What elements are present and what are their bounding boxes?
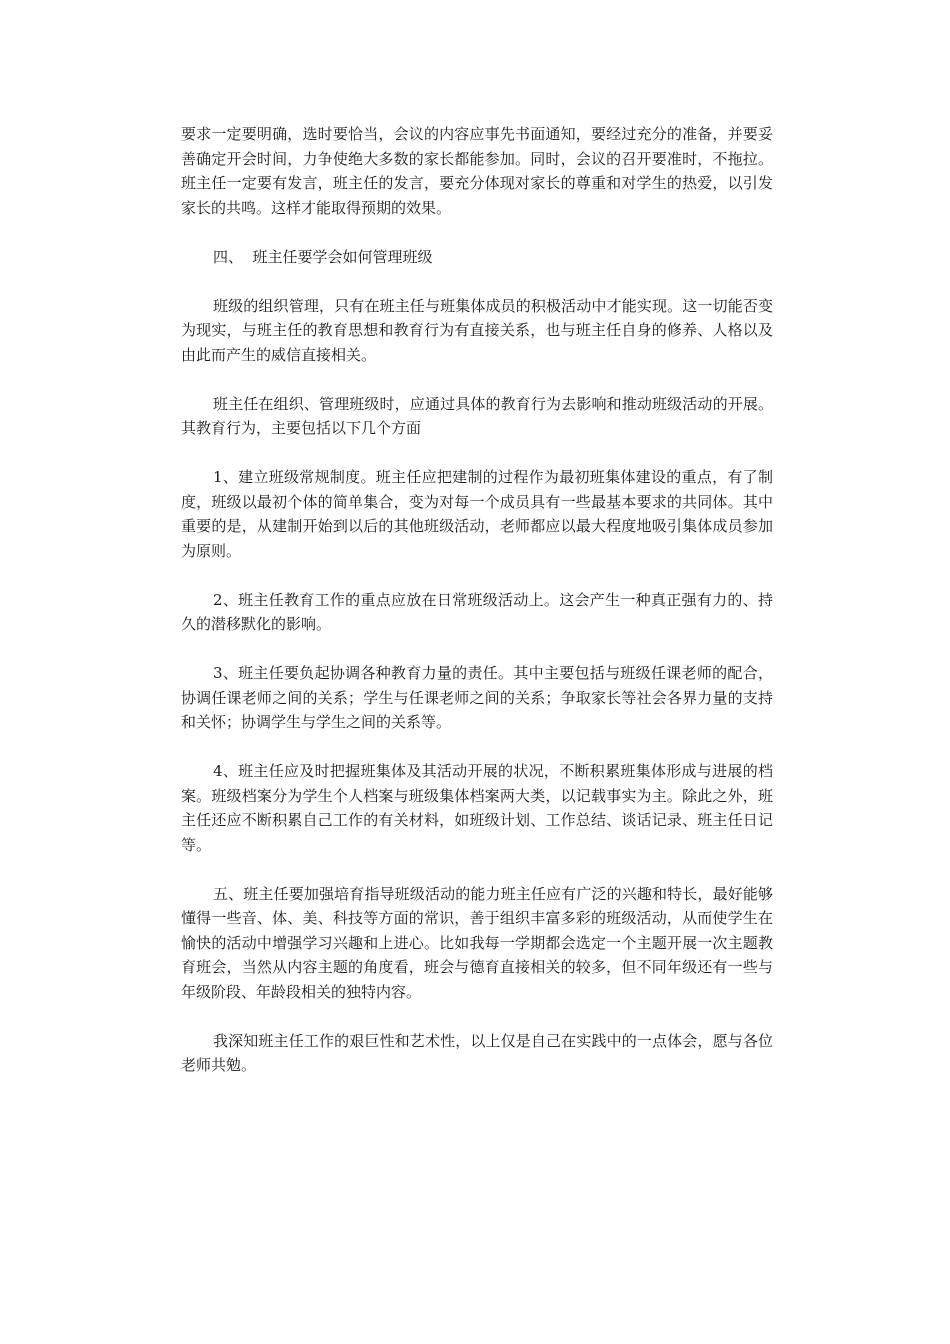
paragraph-educational-behavior: 班主任在组织、管理班级时，应通过具体的教育行为去影响和推动班级活动的开展。其教育行为，主要包括以下几个方面 bbox=[181, 394, 773, 437]
paragraph-point-1: 1、建立班级常规制度。班主任应把建制的过程作为最初班集体建设的重点，有了制度，班级以最初个体的简单集合，变为对每一个成员具有一些最基本要求的共同体。其中重要的是，从建制开始到以后的其他班级活动，老师都应以最大程度地吸引集体成员参加为原则。 bbox=[181, 468, 773, 560]
paragraph-point-4: 4、班主任应及时把握班集体及其活动开展的状况，不断积累班集体形成与进展的档案。班级档案分为学生个人档案与班级集体档案两大类，以记载事实为主。除此之外，班主任还应不断积累自己工作的有关材料，如班级计划、工作总结、谈话记录、班主任日记等。 bbox=[181, 762, 773, 854]
paragraph-section-5: 五、班主任要加强培育指导班级活动的能力班主任应有广泛的兴趣和特长，最好能够懂得一些音、体、美、科技等方面的常识，善于组织丰富多彩的班级活动，从而使学生在愉快的活动中增强学习兴趣和上进心。比如我每一学期都会选定一个主题开展一次主题教育班会，当然从内容主题的角度看，班会与德育直接相关的较多，但不同年级还有一些与年级阶段、年龄段相关的独特内容。 bbox=[181, 884, 773, 1001]
paragraph-meeting-requirements: 要求一定要明确，选时要恰当，会议的内容应事先书面通知，要经过充分的准备，并要妥善确定开会时间，力争使绝大多数的家长都能参加。同时，会议的召开要准时，不拖拉。班主任一定要有发言，班主任的发言，要充分体现对家长的尊重和对学生的热爱，以引发家长的共鸣。这样才能取得预期的效果。 bbox=[181, 125, 773, 217]
paragraph-point-2: 2、班主任教育工作的重点应放在日常班级活动上。这会产生一种真正强有力的、持久的潜移默化的影响。 bbox=[181, 590, 773, 633]
paragraph-conclusion: 我深知班主任工作的艰巨性和艺术性，以上仅是自己在实践中的一点体会，愿与各位老师共勉。 bbox=[181, 1031, 773, 1074]
document-body bbox=[181, 122, 773, 1102]
section-heading-class-management: 四、 班主任要学会如何管理班级 bbox=[213, 247, 433, 266]
paragraph-point-3: 3、班主任要负起协调各种教育力量的责任。其中主要包括与班级任课老师的配合，协调任课老师之间的关系；学生与任课老师之间的关系；争取家长等社会各界力量的支持和关怀；协调学生与学生之间的关系等。 bbox=[181, 664, 773, 731]
paragraph-class-organization: 班级的组织管理，只有在班主任与班集体成员的积极活动中才能实现。这一切能否变为现实，与班主任的教育思想和教育行为有直接关系，也与班主任自身的修养、人格以及由此而产生的威信直接相关。 bbox=[181, 296, 773, 364]
